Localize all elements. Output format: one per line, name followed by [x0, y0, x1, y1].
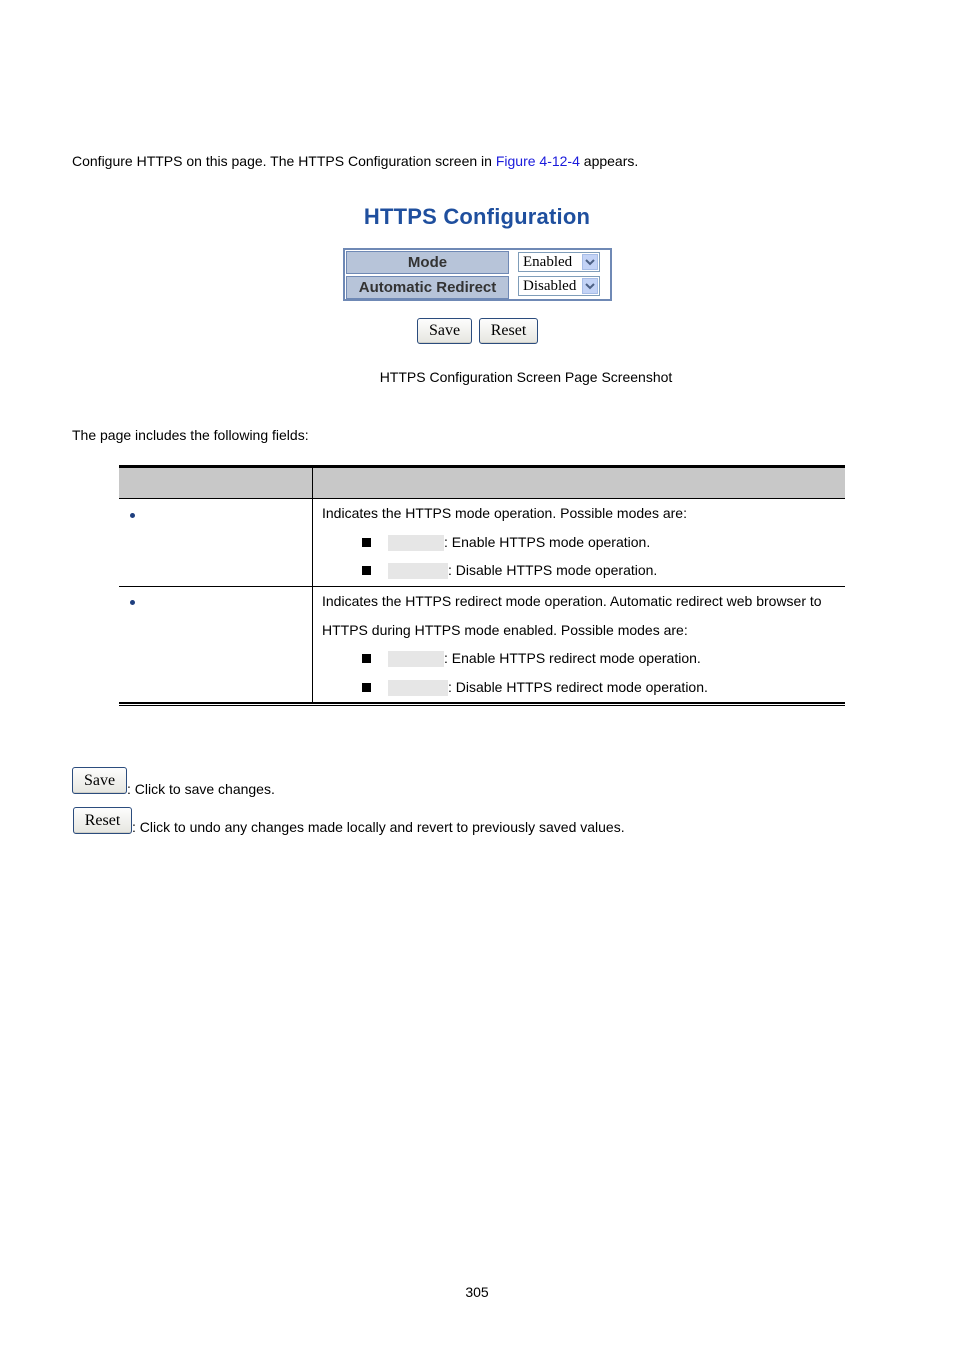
mode-label: Mode — [346, 251, 509, 274]
reset-help-text: : Click to undo any changes made locally and revert to previously saved values. — [132, 819, 625, 835]
option-description: : Enable HTTPS mode operation. — [444, 534, 651, 550]
mode-select[interactable] — [518, 252, 600, 272]
figure-caption: HTTPS Configuration Screen Page Screenshot — [379, 369, 673, 385]
fields-intro: The page includes the following fields: — [72, 427, 309, 443]
redirect-description-line-1: Indicates the HTTPS redirect mode operation. Automatic redirect web browser to — [322, 593, 822, 609]
row-divider — [119, 586, 845, 587]
chevron-down-icon[interactable] — [582, 254, 598, 270]
list-item — [362, 562, 657, 579]
https-config-table — [343, 248, 612, 301]
mode-select-value: Enabled — [523, 254, 573, 270]
option-name-placeholder — [388, 651, 444, 667]
save-button[interactable]: Save — [417, 318, 472, 344]
automatic-redirect-select-value: Disabled — [523, 278, 577, 294]
list-item — [362, 679, 708, 696]
option-name-placeholder — [388, 535, 444, 551]
table-header — [119, 468, 845, 499]
page-number: 305 — [465, 1284, 489, 1300]
automatic-redirect-label: Automatic Redirect — [346, 276, 509, 299]
square-bullet-icon — [362, 538, 371, 547]
square-bullet-icon — [362, 566, 371, 575]
option-description: : Disable HTTPS redirect mode operation. — [448, 679, 708, 695]
square-bullet-icon — [362, 654, 371, 663]
reset-button-example: Reset — [73, 807, 132, 834]
option-description: : Disable HTTPS mode operation. — [448, 562, 658, 578]
intro-text: Configure HTTPS on this page. The HTTPS Configuration screen in — [72, 153, 496, 169]
list-item — [362, 534, 650, 551]
intro-text-end: appears. — [579, 153, 639, 169]
screenshot-title: HTTPS Configuration — [363, 204, 591, 229]
bullet-icon — [130, 600, 135, 605]
bullet-icon — [130, 513, 135, 518]
table-bottom-rule — [119, 702, 845, 704]
automatic-redirect-select[interactable] — [518, 276, 600, 296]
table-bottom-rule-thin — [119, 705, 845, 706]
chevron-down-icon[interactable] — [582, 278, 598, 294]
save-help-text: : Click to save changes. — [127, 781, 275, 797]
mode-description: Indicates the HTTPS mode operation. Possible modes are: — [322, 505, 687, 521]
square-bullet-icon — [362, 683, 371, 692]
option-name-placeholder — [388, 563, 448, 579]
intro-paragraph — [72, 153, 638, 170]
figure-link[interactable]: Figure 4-12-4 — [495, 153, 580, 169]
list-item — [362, 650, 701, 667]
reset-button[interactable]: Reset — [479, 318, 538, 344]
option-name-placeholder — [388, 680, 448, 696]
redirect-description-line-2: HTTPS during HTTPS mode enabled. Possible modes are: — [322, 622, 688, 638]
fields-table — [119, 465, 845, 706]
save-button-example: Save — [72, 767, 127, 794]
option-description: : Enable HTTPS redirect mode operation. — [444, 650, 701, 666]
